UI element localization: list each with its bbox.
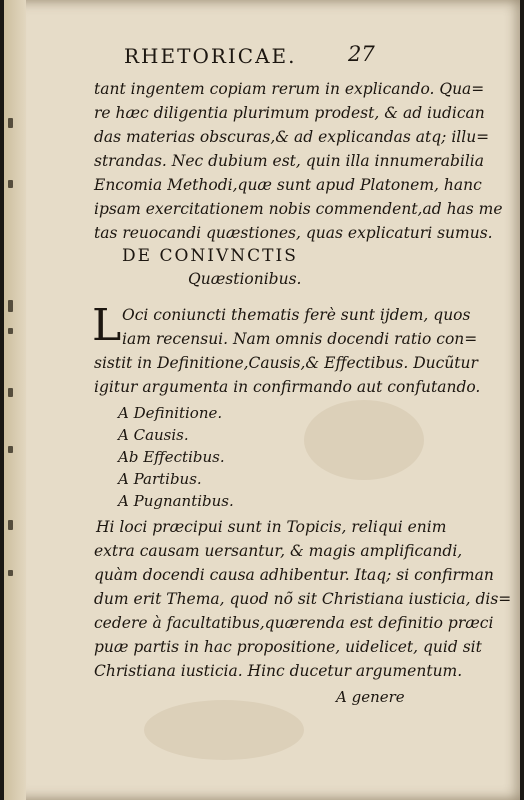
text-line: tas reuocandi quæstiones, quas explicaturi sumus. — [94, 224, 493, 242]
ink-bleed-mark — [8, 570, 13, 576]
text-line: igitur argumenta in confirmando aut confutando. — [94, 378, 481, 396]
text-line: dum erit Thema, quod nõ sit Christiana iusticia, dis= — [94, 590, 512, 608]
ink-bleed-mark — [8, 388, 13, 397]
ink-bleed-mark — [8, 300, 13, 312]
list-item: A Pugnantibus. — [118, 492, 234, 510]
text-line: cedere à facultatibus,quærenda est definitio præci — [94, 614, 494, 632]
text-line: das materias obscuras,& ad explicandas atq; illu= — [94, 128, 490, 146]
list-item: A Partibus. — [118, 470, 202, 488]
ink-bleed-mark — [8, 180, 13, 188]
text-line: quàm docendi causa adhibentur. Itaq; si confirman — [94, 566, 494, 584]
text-line: ipsam exercitationem nobis commendent,ad has me — [94, 200, 503, 218]
list-item: Ab Effectibus. — [118, 448, 225, 466]
text-line: puæ partis in hac propositione, uidelicet, quid sit — [94, 638, 482, 656]
running-title: RHETORICAE. — [124, 44, 297, 68]
text-line: Encomia Methodi,quæ sunt apud Platonem, hanc — [94, 176, 482, 194]
text-line: strandas. Nec dubium est, quin illa innumerabilia — [94, 152, 485, 170]
drop-cap: L — [92, 300, 122, 351]
catchword: A genere — [336, 688, 405, 706]
book-page — [4, 0, 520, 800]
list-item: A Definitione. — [118, 404, 223, 422]
ink-bleed-mark — [8, 520, 13, 530]
section-heading: DE CONIVNCTIS — [122, 246, 298, 266]
text-line: re hæc diligentia plurimum prodest, & ad iudican — [94, 104, 485, 122]
text-line: iam recensui. Nam omnis docendi ratio con= — [122, 330, 478, 348]
page-number: 27 — [348, 42, 375, 66]
text-line: Oci coniuncti thematis ferè sunt ijdem, quos — [122, 306, 471, 324]
list-item: A Causis. — [118, 426, 189, 444]
ink-bleed-mark — [8, 446, 13, 453]
ink-bleed-mark — [8, 118, 13, 128]
section-subheading: Quæstionibus. — [188, 270, 302, 288]
text-line: extra causam uersantur, & magis amplificandi, — [94, 542, 463, 560]
text-line: sistit in Definitione,Causis,& Effectibus. Ducũtur — [94, 354, 478, 372]
text-line: tant ingentem copiam rerum in explicando. Qua= — [94, 80, 485, 98]
paper-stain — [144, 700, 304, 760]
ink-bleed-mark — [8, 328, 13, 334]
text-line: Hi loci præcipui sunt in Topicis, reliqui enim — [96, 518, 447, 536]
text-line: Christiana iusticia. Hinc ducetur argumentum. — [94, 662, 463, 680]
paper-stain — [304, 400, 424, 480]
